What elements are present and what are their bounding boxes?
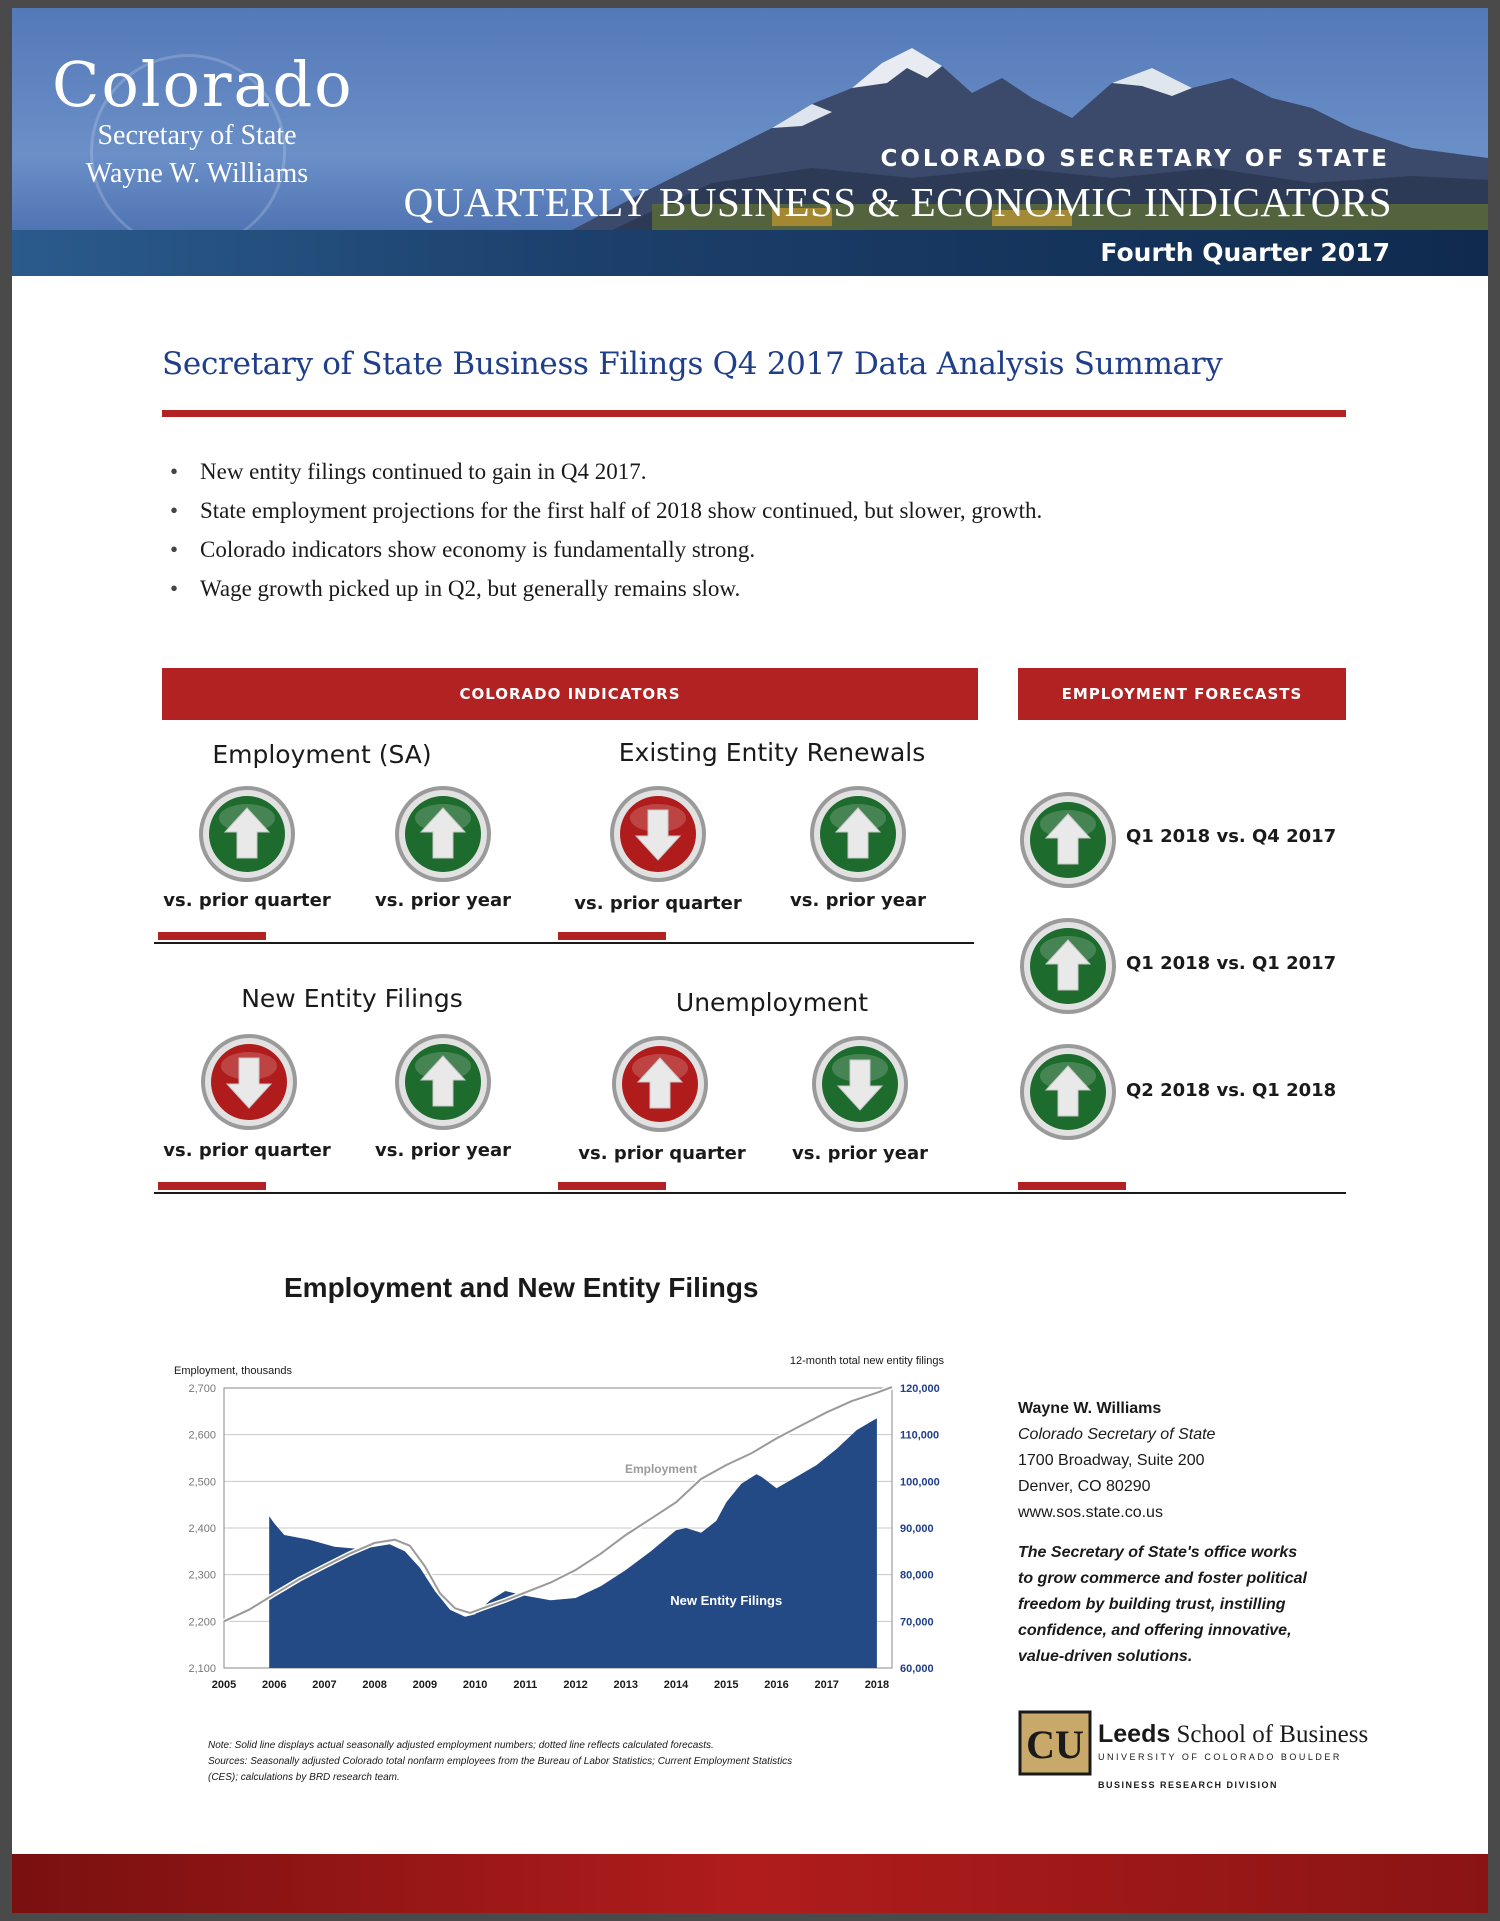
title-divider	[162, 410, 1346, 417]
logo-state-name: Colorado	[52, 48, 354, 121]
quarter-label: Fourth Quarter 2017	[1100, 238, 1390, 267]
comparison-label: vs. prior quarter	[163, 890, 331, 911]
division-name: BUSINESS RESEARCH DIVISION	[1098, 1780, 1279, 1790]
chart-note: Note: Solid line displays actual seasonally adjusted employment numbers; dotted line reflects calculated forecasts.	[208, 1740, 714, 1751]
forecast-label: Q2 2018 vs. Q1 2018	[1126, 1080, 1337, 1101]
red-accent-tab	[558, 1182, 666, 1190]
employment-filings-chart	[152, 1338, 952, 1738]
arrow-button-graphic	[810, 786, 906, 882]
page-title: Secretary of State Business Filings Q4 2017 Data Analysis Summary	[162, 346, 1223, 382]
indicator-title-unemployment: Unemployment	[675, 988, 869, 1017]
left-axis-label: Employment, thousands	[174, 1365, 293, 1377]
comparison-label: vs. prior year	[375, 890, 511, 911]
university-name: UNIVERSITY OF COLORADO BOULDER	[1098, 1752, 1342, 1762]
new-entity-filings-area	[269, 1418, 877, 1668]
employment-forecasts-header: EMPLOYMENT FORECASTS	[1018, 668, 1346, 720]
arrow-button-graphic	[199, 786, 295, 882]
colorado-indicators-header: COLORADO INDICATORS	[162, 668, 978, 720]
header-banner	[12, 8, 1488, 276]
contact-name: Wayne W. Williams	[1018, 1400, 1162, 1417]
x-tick-label: 2007	[312, 1679, 337, 1691]
indicator-divider	[154, 942, 974, 944]
arrow-up-icon	[610, 1034, 710, 1134]
red-accent-tab	[1018, 1182, 1126, 1190]
contact-title: Colorado Secretary of State	[1018, 1426, 1216, 1443]
comparison-label: vs. prior quarter	[163, 1140, 331, 1161]
arrow-button-graphic	[812, 1036, 908, 1132]
arrow-button-graphic	[395, 1034, 491, 1130]
x-tick-label: 2017	[814, 1679, 839, 1691]
x-tick-label: 2006	[261, 1679, 287, 1691]
logo-line-2: Wayne W. Williams	[85, 158, 309, 189]
right-tick-label: 110,000	[900, 1429, 940, 1442]
comparison-label: vs. prior year	[792, 1143, 928, 1164]
summary-bullet: • State employment projections for the first half of 2018 show continued, but slower, growth.	[170, 491, 1042, 530]
x-tick-label: 2010	[462, 1679, 488, 1691]
mission-line: to grow commerce and foster political	[1018, 1570, 1307, 1587]
bullet-glyph: •	[170, 498, 179, 523]
arrow-up-icon	[393, 1032, 493, 1132]
comparison-label: vs. prior quarter	[578, 1143, 746, 1164]
mission-line: value-driven solutions.	[1018, 1648, 1193, 1665]
left-tick-label: 2,600	[188, 1429, 216, 1442]
x-tick-label: 2009	[412, 1679, 438, 1691]
indicator-title-employment: Employment (SA)	[212, 740, 432, 769]
agency-name: COLORADO SECRETARY OF STATE	[880, 146, 1390, 172]
indicator-divider	[154, 1192, 1346, 1194]
right-axis-label: 12-month total new entity filings	[789, 1355, 944, 1367]
left-tick-label: 2,100	[188, 1663, 216, 1675]
filings-series-label: New Entity Filings	[670, 1593, 783, 1608]
right-tick-label: 90,000	[900, 1523, 934, 1535]
x-tick-label: 2012	[563, 1679, 588, 1691]
comparison-label: vs. prior quarter	[574, 893, 742, 914]
employment-series-label: Employment	[624, 1461, 697, 1476]
red-accent-tab	[158, 932, 266, 940]
x-tick-label: 2014	[663, 1679, 689, 1691]
arrow-button-graphic	[201, 1034, 297, 1130]
arrow-button-graphic	[1020, 918, 1116, 1014]
arrow-up-icon	[808, 784, 908, 884]
footer-band	[12, 1854, 1488, 1913]
mission-line: freedom by building trust, instilling	[1018, 1596, 1286, 1613]
arrow-button-graphic	[395, 786, 491, 882]
arrow-up-icon	[197, 784, 297, 884]
x-tick-label: 2018	[864, 1679, 890, 1691]
summary-bullet: • New entity filings continued to gain in Q4 2017.	[170, 452, 1042, 491]
right-tick-label: 100,000	[900, 1476, 940, 1489]
chart-title: Employment and New Entity Filings	[284, 1272, 759, 1303]
comparison-label: vs. prior year	[375, 1140, 511, 1161]
logo-line-1: Secretary of State	[97, 120, 297, 151]
leeds-school-name: Leeds School of Business	[1098, 1720, 1369, 1748]
arrow-button-graphic	[1020, 1044, 1116, 1140]
x-tick-label: 2011	[513, 1679, 538, 1691]
left-tick-label: 2,500	[188, 1476, 216, 1489]
arrow-down-icon	[810, 1034, 910, 1134]
arrow-button-graphic	[612, 1036, 708, 1132]
red-accent-tab	[558, 932, 666, 940]
right-tick-label: 80,000	[900, 1569, 934, 1582]
indicator-title-renewals: Existing Entity Renewals	[618, 738, 926, 767]
arrow-button-graphic	[1020, 792, 1116, 888]
red-accent-tab	[158, 1182, 266, 1190]
right-tick-label: 120,000	[900, 1383, 940, 1395]
mission-line: The Secretary of State's office works	[1018, 1544, 1298, 1561]
report-page	[12, 8, 1488, 1913]
comparison-label: vs. prior year	[790, 890, 926, 911]
arrow-button-graphic	[610, 786, 706, 882]
x-tick-label: 2013	[613, 1679, 639, 1691]
right-tick-label: 70,000	[900, 1616, 934, 1629]
arrow-down-icon	[199, 1032, 299, 1132]
cu-logo-icon	[1018, 1708, 1092, 1778]
summary-bullet: • Colorado indicators show economy is fundamentally strong.	[170, 530, 1042, 569]
cu-logo-letters: CU	[1026, 1722, 1084, 1767]
forecast-label: Q1 2018 vs. Q4 2017	[1126, 826, 1337, 847]
left-tick-label: 2,700	[188, 1383, 216, 1395]
publication-title: QUARTERLY BUSINESS & ECONOMIC INDICATORS	[403, 179, 1392, 225]
summary-bullet: • Wage growth picked up in Q2, but generally remains slow.	[170, 569, 1042, 608]
arrow-up-icon	[1018, 916, 1118, 1016]
left-tick-label: 2,300	[188, 1569, 216, 1582]
mission-line: confidence, and offering innovative,	[1018, 1622, 1292, 1639]
website-link[interactable]: www.sos.state.co.us	[1018, 1504, 1163, 1521]
chart-source: Sources: Seasonally adjusted Colorado total nonfarm employees from the Bureau of Labor Statistics; Current Employment Statistics	[208, 1756, 793, 1767]
x-tick-label: 2005	[211, 1679, 237, 1691]
bullet-glyph: •	[170, 576, 179, 601]
contact-address: 1700 Broadway, Suite 200	[1018, 1452, 1205, 1469]
arrow-up-icon	[393, 784, 493, 884]
x-tick-label: 2008	[362, 1679, 387, 1691]
bullet-glyph: •	[170, 537, 179, 562]
x-tick-label: 2015	[714, 1679, 739, 1691]
right-tick-label: 60,000	[900, 1663, 934, 1675]
x-tick-label: 2016	[764, 1679, 789, 1691]
forecast-label: Q1 2018 vs. Q1 2017	[1126, 953, 1337, 974]
indicator-title-new-filings: New Entity Filings	[241, 984, 463, 1013]
left-tick-label: 2,200	[188, 1616, 216, 1629]
contact-city: Denver, CO 80290	[1018, 1478, 1151, 1495]
arrow-up-icon	[1018, 790, 1118, 890]
arrow-up-icon	[1018, 1042, 1118, 1142]
arrow-down-icon	[608, 784, 708, 884]
summary-bullet-list	[170, 452, 1042, 608]
bullet-glyph: •	[170, 459, 179, 484]
left-tick-label: 2,400	[188, 1523, 216, 1535]
chart-source-cont: (CES); calculations by BRD research team.	[208, 1772, 400, 1783]
